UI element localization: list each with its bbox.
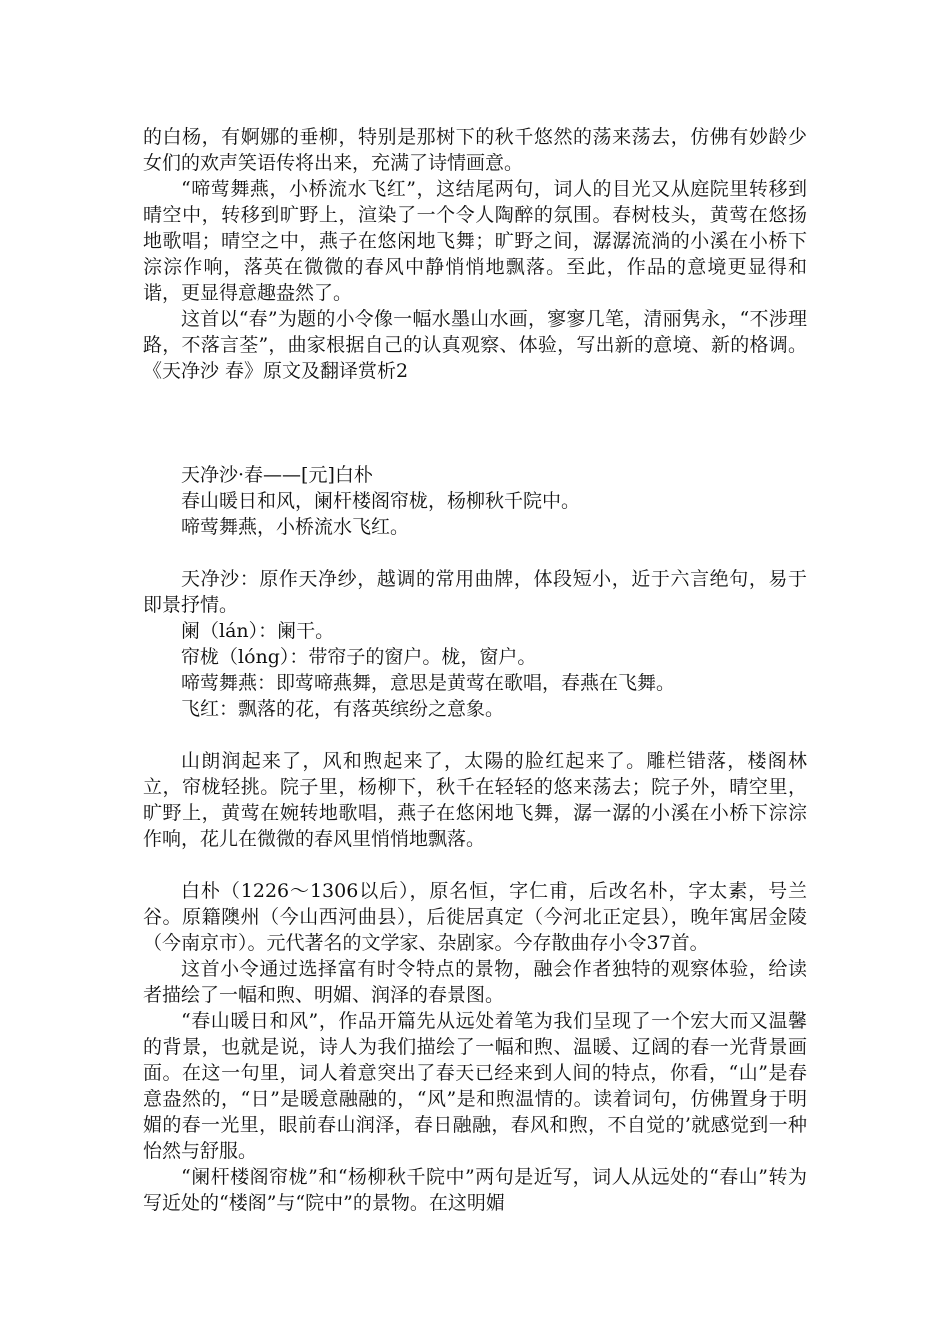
- poem-line-2: 啼莺舞燕，小桥流水飞红。: [181, 516, 410, 538]
- paragraph-swing-scene: 的白杨，有婀娜的垂柳，特别是那树下的秋千悠然的荡来荡去，仿佛有妙龄少女们的欢声笑语传将出来，充满了诗情画意。: [143, 126, 807, 174]
- note-tianjingsha: 天净沙：原作天净纱，越调的常用曲牌，体段短小，近于六言绝句，易于即景抒情。: [143, 568, 807, 616]
- section-spacer: [143, 384, 807, 462]
- poem-line-1: 春山暖日和风，阑杆楼阁帘栊，杨柳秋千院中。: [181, 490, 581, 512]
- document-page: [143, 124, 807, 1216]
- paragraph-author-bio: 白朴（1226～1306以后），原名恒，字仁甫，后改名朴，字太素，号兰谷。原籍隩州（今山西河曲县），后徙居真定（今河北正定县），晚年寓居金陵（今南京市）。元代著名的文学家、杂剧家。今存散曲存小令37首。: [143, 880, 807, 954]
- note-lianlong: 帘栊（lóng）：带帘子的窗户。栊，窗户。: [181, 646, 537, 668]
- paragraph-ending-lines: “啼莺舞燕，小桥流水飞红”，这结尾两句，词人的目光又从庭院里转移到晴空中，转移到旷野上，渲染了一个令人陶醉的氛围。春树枝头，黄莺在悠扬地歌唱；晴空之中，燕子在悠闲地飞舞；旷野之间，潺潺流淌的小溪在小桥下淙淙作响，落英在微微的春风中静悄悄地飘落。至此，作品的意境更显得和谐，更显得意趣盎然了。: [143, 178, 807, 304]
- poem-title: 天净沙·春——[元]白朴: [181, 464, 373, 486]
- note-feihong: 飞红：飘落的花，有落英缤纷之意象。: [181, 698, 505, 720]
- note-lan: 阑（lán）：阑干。: [181, 620, 335, 642]
- note-tiying-wuyan: 啼莺舞燕：即莺啼燕舞，意思是黄莺在歌唱，春燕在飞舞。: [181, 672, 676, 694]
- section-spacer: [143, 852, 807, 878]
- paragraph-analysis-near-view: “阑杆楼阁帘栊”和“杨柳秋千院中”两句是近写，词人从远处的“春山”转为写近处的“楼阁”与“院中”的景物。在这明媚: [143, 1166, 807, 1214]
- paragraph-translation: 山朗润起来了，风和煦起来了，太陽的脸红起来了。雕栏错落，楼阁林立，帘栊轻挑。院子里，杨柳下，秋千在轻轻的悠来荡去；院子外，晴空里，旷野上，黄莺在婉转地歌唱，燕子在悠闲地飞舞，潺一潺的小溪在小桥下淙淙作响，花儿在微微的春风里悄悄地飘落。: [143, 750, 807, 850]
- section-spacer: [143, 540, 807, 566]
- section-spacer: [143, 722, 807, 748]
- paragraph-analysis-intro: 这首小令通过选择富有时令特点的景物，融会作者独特的观察体验，给读者描绘了一幅和煦、明媚、润泽的春景图。: [143, 958, 807, 1006]
- paragraph-analysis-first-line: “春山暖日和风”，作品开篇先从远处着笔为我们呈现了一个宏大而又温馨的背景，也就是说，诗人为我们描绘了一幅和煦、温暖、辽阔的春一光背景画面。在这一句里，词人着意突出了春天已经来到人间的特点，你看，“山”是春意盎然的，“日”是暖意融融的，“风”是和煦温情的。读着词句，仿佛置身于明媚的春一光里，眼前春山润泽，春日融融，春风和煦，不自觉的’就感觉到一种怡然与舒服。: [143, 1010, 807, 1162]
- paragraph-summary: 这首以“春”为题的小令像一幅水墨山水画，寥寥几笔，清丽隽永，“不涉理路，不落言荃”，曲家根据自己的认真观察、体验，写出新的意境、新的格调。《天净沙 春》原文及翻译赏析2: [143, 308, 807, 382]
